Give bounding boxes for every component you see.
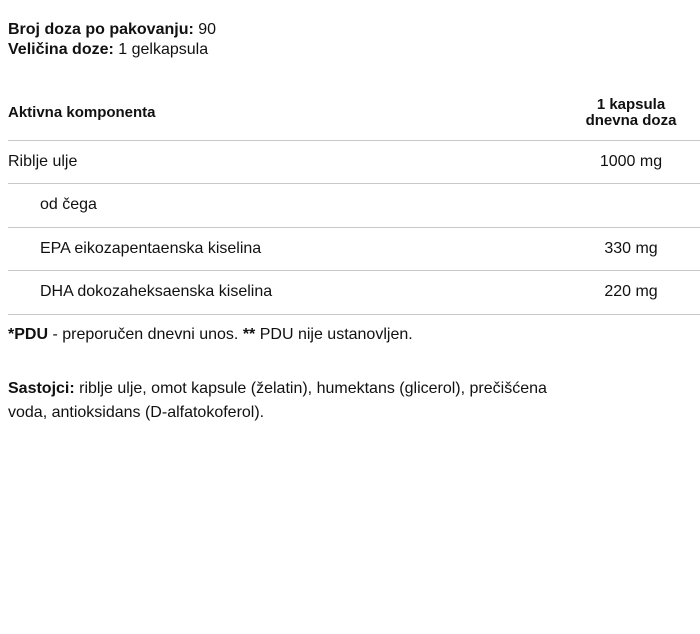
- row-amount: 220 mg: [570, 271, 700, 315]
- row-amount: [570, 184, 700, 228]
- serving-info: [8, 20, 216, 60]
- pdu-label: *PDU: [8, 326, 49, 343]
- ingredients-label: Sastojci:: [8, 380, 75, 397]
- serving-size: [8, 40, 216, 60]
- pdu2-label: **: [242, 326, 256, 343]
- row-amount: 1000 mg: [570, 140, 700, 184]
- column-header-amount: [570, 86, 700, 140]
- column-header-amount-line2: dnevna doza: [585, 111, 677, 129]
- serving-size-value: 1 gelkapsula: [118, 41, 209, 58]
- pdu2-text: PDU nije ustanovljen.: [255, 326, 413, 343]
- serving-size-label: Veličina doze:: [8, 41, 114, 58]
- pdu-text: - preporučen dnevni unos.: [48, 326, 243, 343]
- table-header-row: [8, 86, 700, 140]
- row-name: od čega: [8, 184, 570, 228]
- row-name: Riblje ulje: [8, 140, 570, 184]
- active-components-table: [8, 86, 700, 315]
- table-row: [8, 227, 700, 271]
- table-row: [8, 271, 700, 315]
- row-name: DHA dokozaheksaenska kiselina: [8, 271, 570, 315]
- table-row: [8, 140, 700, 184]
- column-header-component: Aktivna komponenta: [8, 86, 570, 140]
- servings-label: Broj doza po pakovanju:: [8, 21, 194, 38]
- servings-per-package: [8, 20, 216, 40]
- table-row: [8, 184, 700, 228]
- ingredients-text: riblje ulje, omot kapsule (želatin), humektans (glicerol), prečišćena voda, antioksidans (D-alfatokoferol).: [8, 380, 547, 421]
- pdu-footnote: [8, 324, 413, 346]
- row-name: EPA eikozapentaenska kiselina: [8, 227, 570, 271]
- servings-value: 90: [198, 21, 217, 38]
- ingredients-section: [8, 377, 588, 425]
- column-header-amount-line1: 1 kapsula: [596, 95, 666, 113]
- row-amount: 330 mg: [570, 227, 700, 271]
